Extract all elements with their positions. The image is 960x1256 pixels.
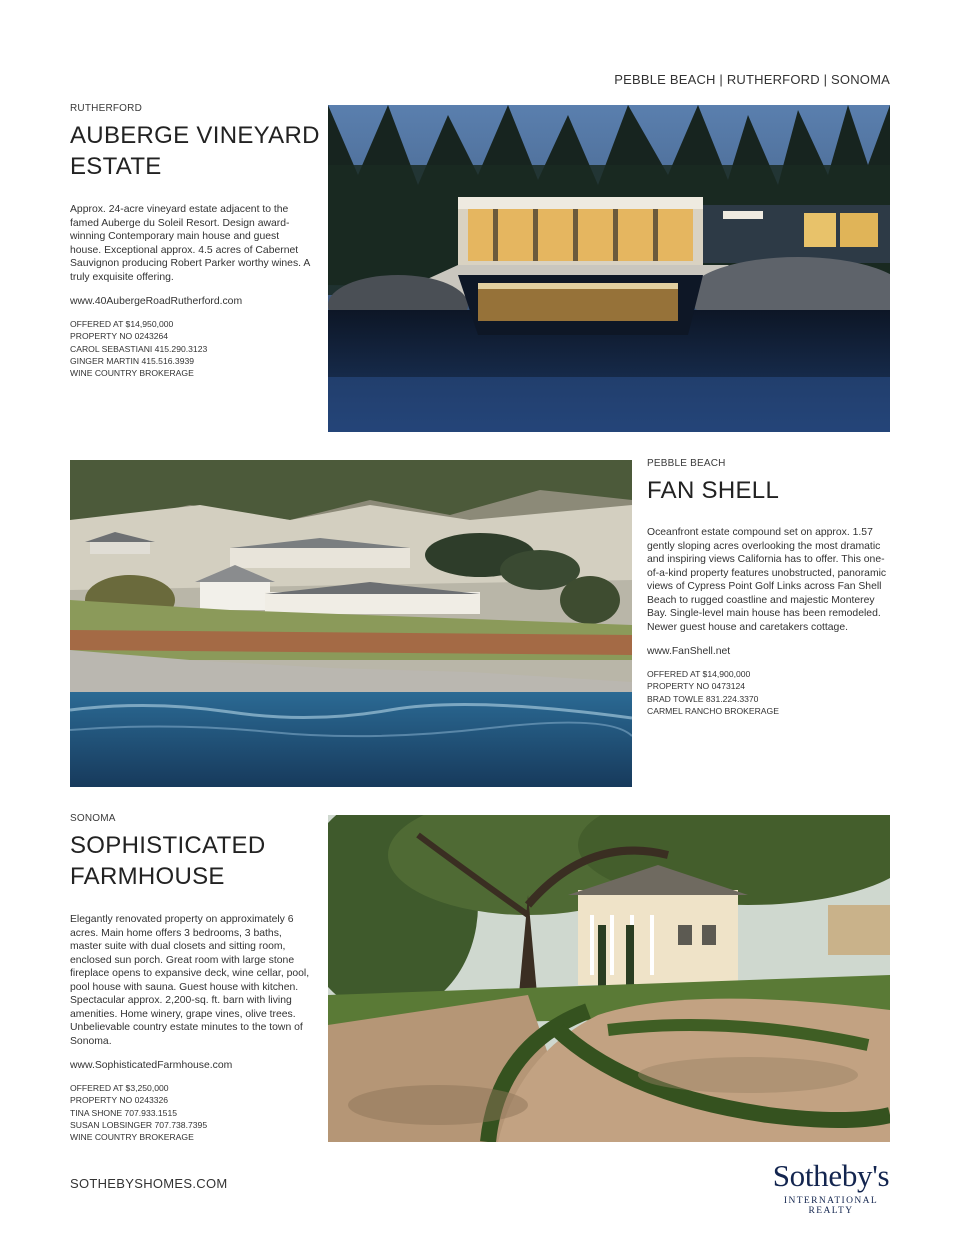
- listing-brokerage: CARMEL RANCHO BROKERAGE: [647, 705, 779, 716]
- fan-shell-photo: [70, 460, 632, 787]
- logo-name: Sotheby's: [772, 1158, 890, 1193]
- listing-region: SONOMA: [70, 813, 116, 824]
- listing-title: [70, 120, 320, 182]
- farmhouse-photo: [328, 815, 890, 1142]
- listing-property-no: PROPERTY NO 0243326: [70, 1095, 169, 1106]
- listing-description: Approx. 24-acre vineyard estate adjacent to the famed Auberge du Soleil Resort. Design award-winning Contemporary main house and guest house. Exceptional approx. 4.5 acres of Cabernet Sauvignon producing Robert Parker worthy wines. A truly exquisite offering.: [70, 204, 310, 283]
- header-locations: PEBBLE BEACH | RUTHERFORD | SONOMA: [614, 72, 890, 87]
- listing-agent: TINA SHONE 707.933.1515: [70, 1107, 178, 1118]
- listing-brokerage: WINE COUNTRY BROKERAGE: [70, 1132, 194, 1143]
- listing-title-line: FAN SHELL: [647, 477, 780, 504]
- listing-agent: GINGER MARTIN 415.516.3939: [70, 355, 195, 366]
- listing-property-no: PROPERTY NO 0473124: [647, 681, 746, 692]
- listing-description: Elegantly renovated property on approximately 6 acres. Main home offers 3 bedrooms, 3 baths, master suite with dual closets and sitting room, enclosed sun porch. Great room with large stone fireplace opens to expansive deck, wine cellar, pool, pool house with sauna. Guest house with kitchen. Spectacular approx. 2,200-sq. ft. barn with living amenities. Home winery, grape vines, olive trees. Unbelievable country estate minutes to the town of Sonoma.: [70, 914, 310, 1047]
- listing-title: [70, 830, 310, 892]
- listing-title-line: AUBERGE VINEYARD: [70, 122, 320, 149]
- listing-details: [70, 318, 310, 379]
- listing-url-link[interactable]: www.SophisticatedFarmhouse.com: [70, 1060, 233, 1071]
- logo-tagline: INTERNATIONAL REALTY: [783, 1196, 879, 1216]
- listing-price: OFFERED AT $14,950,000: [70, 319, 174, 329]
- listing-title: [647, 475, 887, 506]
- listing-auberge: [70, 103, 320, 379]
- listing-price: OFFERED AT $14,900,000: [647, 669, 751, 679]
- listing-brokerage: WINE COUNTRY BROKERAGE: [70, 368, 194, 379]
- footer-website-link[interactable]: SOTHEBYSHOMES.COM: [70, 1176, 228, 1191]
- listing-title-line: SOPHISTICATED: [70, 832, 266, 859]
- listing-details: [70, 1082, 310, 1143]
- listing-description: Oceanfront estate compound set on approx. 1.57 gently sloping acres overlooking the most dramatic and inspiring views California has to offer. This one-of-a-kind property features unobstructed, panoramic views of Cypress Point Golf Links across Fan Shell Beach to rugged coastline and majestic Monterey Bay. Single-level main house has been remodeled. Newer guest house and caretakers cottage.: [647, 527, 887, 633]
- listing-region: RUTHERFORD: [70, 103, 142, 114]
- listing-property-no: PROPERTY NO 0243264: [70, 331, 169, 342]
- sothebys-logo: [770, 1158, 892, 1216]
- listing-url-link[interactable]: www.FanShell.net: [647, 646, 731, 657]
- listing-title-line: FARMHOUSE: [70, 863, 225, 890]
- listing-price: OFFERED AT $3,250,000: [70, 1083, 169, 1093]
- listing-url-link[interactable]: www.40AubergeRoadRutherford.com: [70, 296, 243, 307]
- listing-agent: SUSAN LOBSINGER 707.738.7395: [70, 1119, 208, 1130]
- listing-fan-shell: [647, 458, 887, 717]
- listing-title-line: ESTATE: [70, 153, 162, 180]
- listing-details: [647, 668, 887, 717]
- auberge-estate-photo: [328, 105, 890, 432]
- listing-farmhouse: [70, 813, 310, 1143]
- listing-agent: BRAD TOWLE 831.224.3370: [647, 693, 759, 704]
- listing-agent: CAROL SEBASTIANI 415.290.3123: [70, 343, 208, 354]
- listing-region: PEBBLE BEACH: [647, 458, 726, 469]
